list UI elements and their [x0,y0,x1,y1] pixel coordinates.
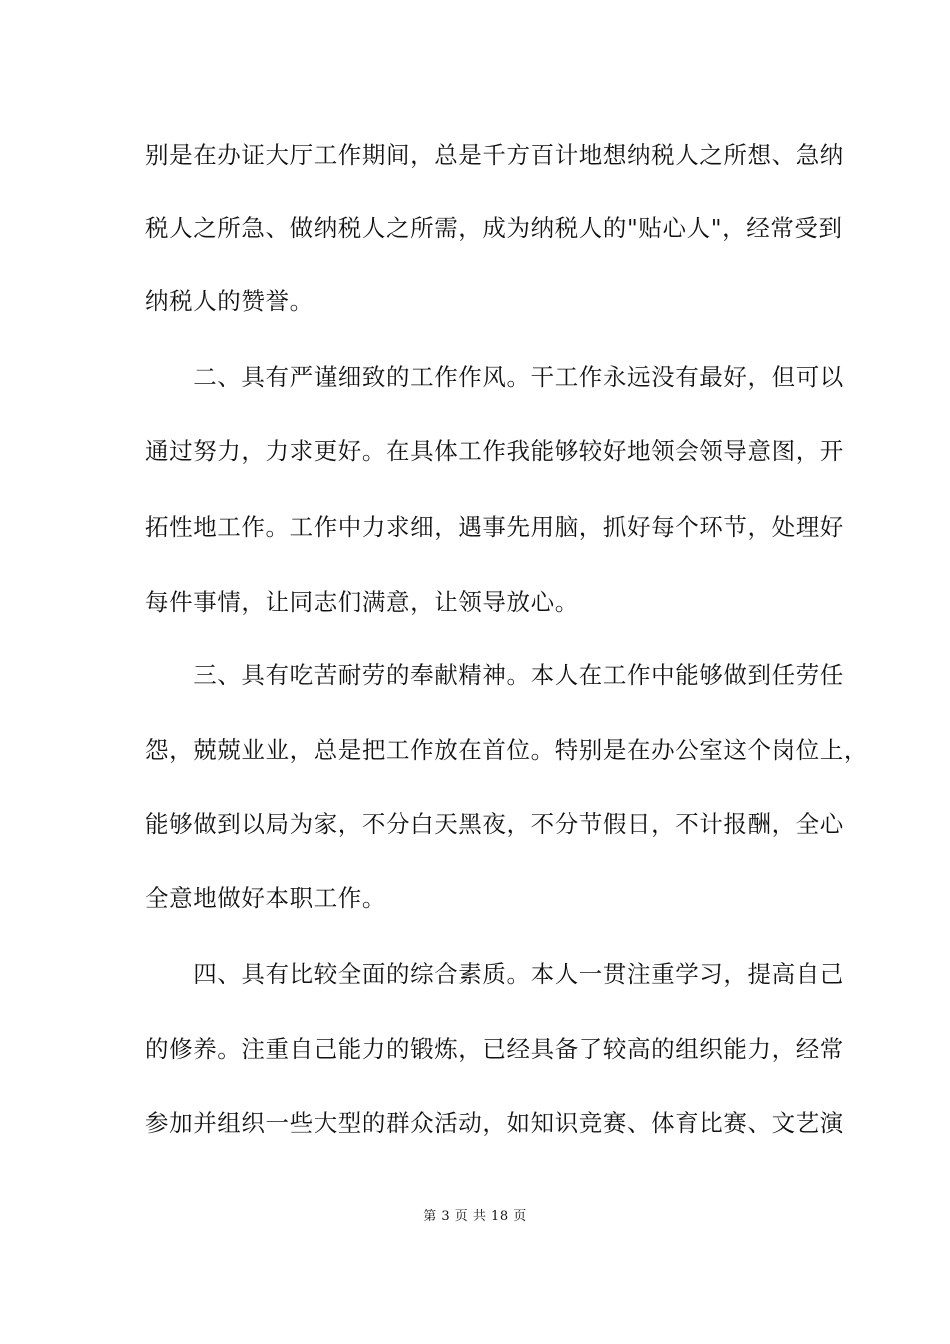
body-text-line: 三、具有吃苦耐劳的奉献精神。本人在工作中能够做到任劳任 [145,661,844,689]
body-text-line: 通过努力，力求更好。在具体工作我能够较好地领会领导意图，开 [145,437,844,465]
body-text-line: 每件事情，让同志们满意，让领导放心。 [145,588,579,616]
body-text-line: 能够做到以局为家，不分白天黑夜，不分节假日，不计报酬，全心 [145,810,844,838]
body-text-line: 四、具有比较全面的综合素质。本人一贯注重学习，提高自己 [145,960,844,988]
page-number-footer: 第 3 页 共 18 页 [423,1209,527,1224]
body-text-line: 的修养。注重自己能力的锻炼，已经具备了较高的组织能力，经常 [145,1035,844,1063]
body-text-line: 怨，兢兢业业，总是把工作放在首位。特别是在办公室这个岗位上， [145,736,868,764]
body-text-line: 税人之所急、做纳税人之所需，成为纳税人的"贴心人"，经常受到 [145,214,843,242]
body-text-line: 拓性地工作。工作中力求细，遇事先用脑，抓好每个环节，处理好 [145,513,844,541]
body-text-line: 纳税人的赞誉。 [145,287,314,315]
body-text-line: 二、具有严谨细致的工作作风。干工作永远没有最好，但可以 [145,363,844,391]
body-text-line: 参加并组织一些大型的群众活动，如知识竞赛、体育比赛、文艺演 [145,1109,844,1137]
body-text-line: 别是在办证大厅工作期间，总是千方百计地想纳税人之所想、急纳 [145,141,844,169]
body-text-line: 全意地做好本职工作。 [145,884,386,912]
